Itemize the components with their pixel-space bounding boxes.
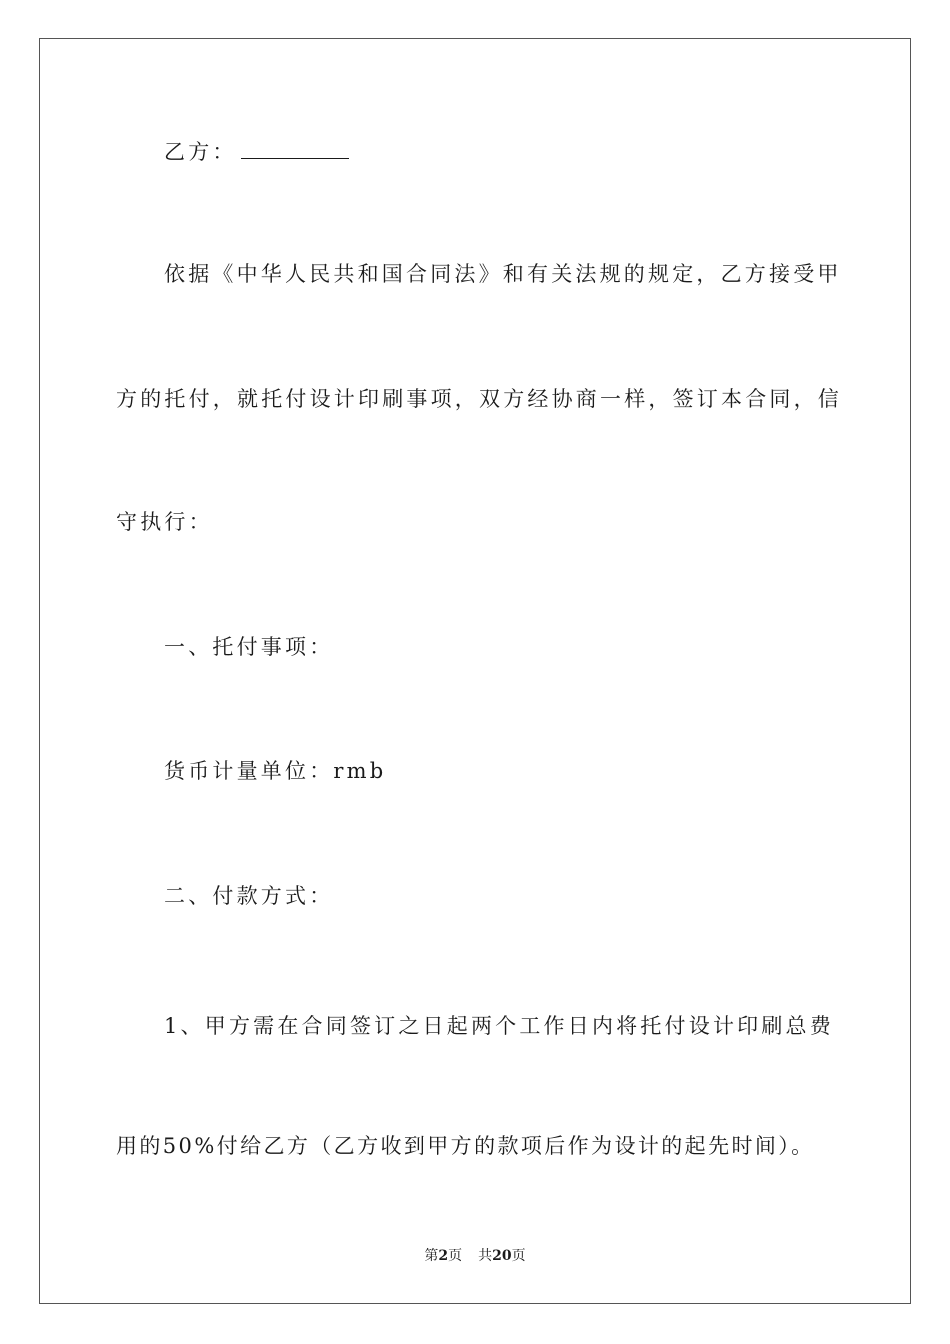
section-1-title-text: 一、托付事项： xyxy=(164,635,334,659)
total-prefix: 共 xyxy=(478,1248,493,1264)
page-footer xyxy=(0,1246,950,1266)
section-2-title xyxy=(164,882,884,910)
section-2-title-text: 二、付款方式： xyxy=(164,884,334,908)
page-border xyxy=(39,38,911,1304)
intro-line-3-text: 守执行： xyxy=(116,510,213,534)
intro-line-1-text: 依据《中华人民共和国合同法》和有关法规的规定，乙方接受甲 xyxy=(164,262,842,286)
intro-line-1 xyxy=(164,260,842,288)
intro-line-2-text: 方的托付，就托付设计印刷事项，双方经协商一样，签订本合同，信 xyxy=(116,387,842,411)
intro-line-2 xyxy=(116,385,842,413)
item-1-line-1 xyxy=(164,1012,836,1040)
section-1-title xyxy=(164,633,884,661)
party-b-blank xyxy=(241,138,349,159)
page-suffix: 页 xyxy=(448,1248,463,1264)
item-1-line-2 xyxy=(116,1132,836,1160)
page-total: 20 xyxy=(492,1248,512,1264)
party-b-label: 乙方： xyxy=(164,140,237,164)
page-prefix: 第 xyxy=(424,1248,439,1264)
party-b-line xyxy=(164,138,884,166)
page-current: 2 xyxy=(438,1248,449,1264)
item-1-line-2-text: 用的50%付给乙方（乙方收到甲方的款项后作为设计的起先时间）。 xyxy=(116,1134,815,1158)
currency-unit-line xyxy=(164,757,884,785)
intro-line-3 xyxy=(116,508,836,536)
item-1-line-1-text: 1、甲方需在合同签订之日起两个工作日内将托付设计印刷总费 xyxy=(164,1014,834,1038)
currency-unit-text: 货币计量单位：rmb xyxy=(164,759,387,783)
total-suffix: 页 xyxy=(511,1248,526,1264)
